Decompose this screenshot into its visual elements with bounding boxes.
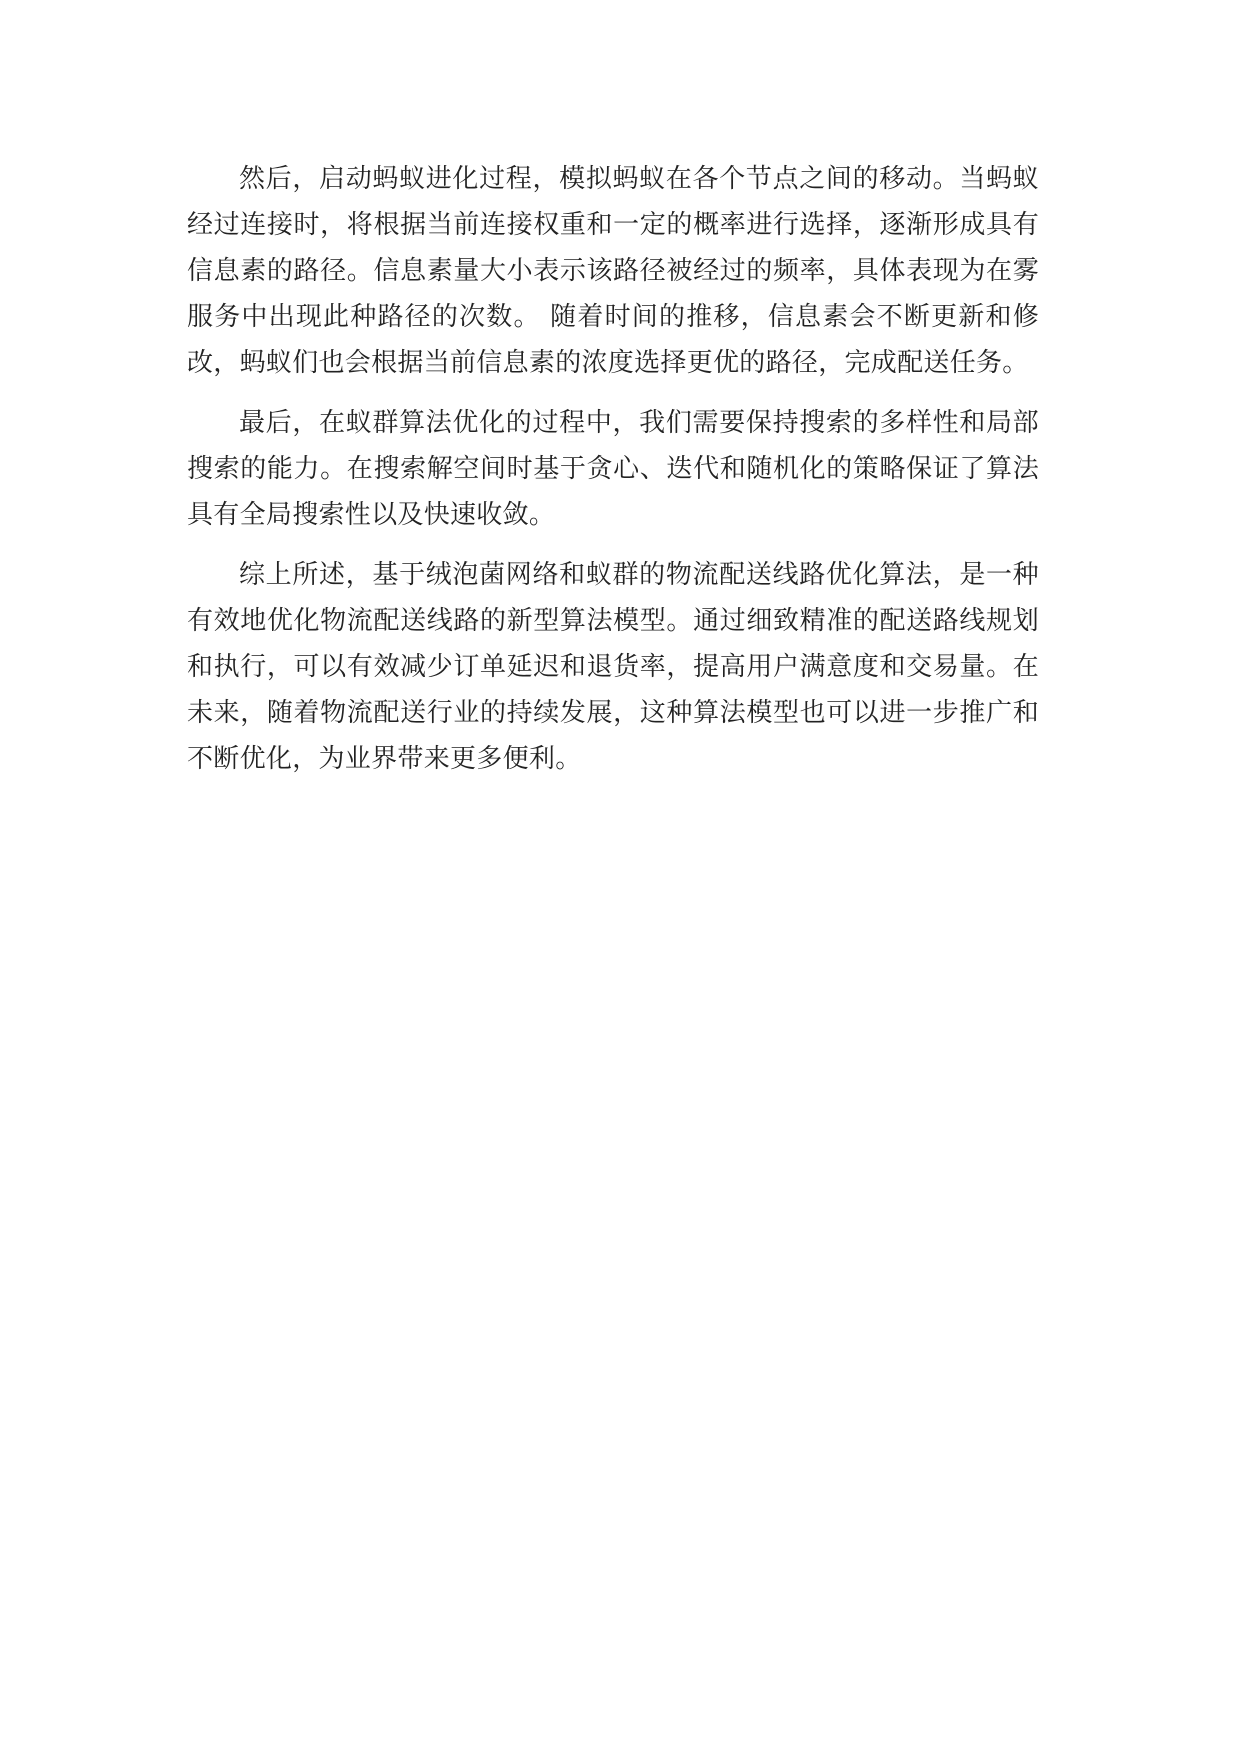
paragraph: 综上所述，基于绒泡菌网络和蚁群的物流配送线路优化算法，是一种有效地优化物流配送线路的新型算法模型。通过细致精准的配送路线规划和执行，可以有效减少订单延迟和退货率，提高用户满意度和交易量。在未来，随着物流配送行业的持续发展，这种算法模型也可以进一步推广和不断优化，为业界带来更多便利。 [187, 560, 1039, 774]
paragraph: 最后，在蚁群算法优化的过程中，我们需要保持搜索的多样性和局部搜索的能力。在搜索解空间时基于贪心、迭代和随机化的策略保证了算法具有全局搜索性以及快速收敛。 [187, 408, 1039, 530]
paragraph: 然后，启动蚂蚁进化过程，模拟蚂蚁在各个节点之间的移动。当蚂蚁经过连接时，将根据当前连接权重和一定的概率进行选择，逐渐形成具有信息素的路径。信息素量大小表示该路径被经过的频率，具体表现为在雾服务中出现此种路径的次数。 随着时间的推移，信息素会不断更新和修改，蚂蚁们也会根据当前信息素的浓度选择更优的路径，完成配送任务。 [187, 164, 1039, 378]
document-body [187, 156, 1039, 796]
